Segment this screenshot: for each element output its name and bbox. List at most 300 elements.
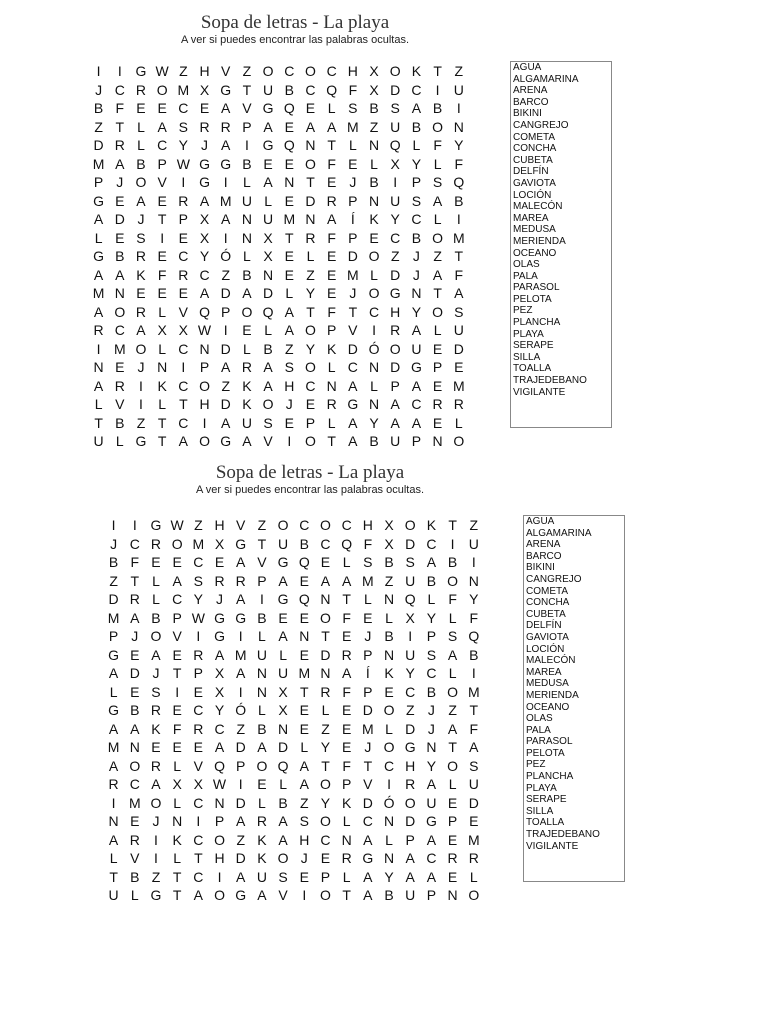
grid-letter: A [426, 868, 437, 885]
grid-letter: M [467, 831, 480, 848]
grid-letter: I [456, 100, 461, 116]
grid-letter: A [130, 720, 140, 737]
grid-letter: Y [178, 137, 189, 153]
grid-letter: S [284, 359, 294, 375]
word-list-item: CUBETA [513, 154, 553, 166]
grid-letter: N [432, 433, 443, 449]
word-list-item: PARASOL [513, 282, 560, 294]
grid-letter: I [471, 665, 476, 681]
grid-letter: U [263, 211, 274, 227]
grid-letter: N [256, 683, 267, 700]
grid-letter: L [243, 340, 251, 357]
grid-letter: Í [365, 665, 370, 681]
grid-letter: P [341, 776, 352, 792]
puzzle-title: Sopa de letras - La playa [215, 462, 405, 483]
grid-letter: B [257, 609, 267, 626]
grid-letter: A [221, 100, 231, 116]
grid-letter: O [447, 757, 459, 774]
grid-letter: G [362, 850, 374, 866]
puzzle-title: Sopa de letras - La playa [200, 12, 390, 33]
grid-letter: L [109, 850, 118, 866]
grid-letter: R [341, 850, 352, 866]
grid-letter: E [326, 248, 337, 264]
grid-letter: O [305, 359, 316, 375]
grid-letter: Q [283, 100, 295, 116]
grid-letter: U [405, 572, 416, 589]
grid-letter: E [178, 285, 189, 301]
grid-letter: N [157, 359, 168, 375]
grid-letter: A [263, 118, 273, 135]
word-list-item: MEDUSA [526, 678, 569, 690]
grid-letter: Z [390, 248, 400, 264]
grid-letter: A [172, 572, 182, 589]
grid-letter: L [152, 591, 160, 607]
grid-letter: R [199, 118, 210, 135]
grid-letter: E [299, 572, 309, 589]
grid-letter: R [305, 229, 316, 246]
grid-letter: X [278, 683, 288, 700]
grid-letter: L [370, 155, 378, 172]
grid-letter: O [432, 229, 444, 246]
grid-letter: E [384, 683, 394, 700]
grid-letter: C [426, 535, 437, 552]
grid-letter: O [447, 572, 459, 589]
grid-letter: F [469, 720, 479, 737]
grid-letter: E [284, 248, 294, 264]
grid-letter: N [468, 572, 479, 589]
grid-letter: O [135, 340, 147, 357]
grid-letter: K [136, 266, 146, 283]
grid-letter: L [321, 702, 330, 718]
grid-letter: E [263, 155, 273, 172]
grid-letter: A [326, 118, 337, 135]
grid-letter: P [348, 192, 358, 209]
grid-letter: O [305, 63, 316, 79]
grid-letter: T [327, 433, 336, 449]
grid-letter: O [150, 628, 162, 644]
puzzle-subtitle: A ver si puedes encontrar las palabras ocultas. [195, 484, 425, 496]
grid-letter: V [157, 174, 167, 190]
grid-letter: R [150, 757, 162, 774]
grid-letter: Z [151, 868, 161, 885]
grid-letter: V [263, 433, 273, 449]
grid-letter: J [201, 137, 209, 153]
grid-letter: X [193, 776, 204, 792]
word-list-item: VIGILANTE [526, 840, 579, 852]
grid-letter: O [320, 609, 331, 626]
grid-letter: O [214, 887, 225, 903]
grid-letter: A [221, 211, 231, 227]
grid-row [103, 572, 484, 591]
grid-letter: P [305, 414, 316, 431]
grid-letter: T [342, 591, 351, 607]
grid-letter: D [235, 794, 246, 811]
grid-letter: E [341, 702, 352, 718]
word-list-item: PELOTA [513, 293, 552, 305]
grid-letter: M [283, 211, 296, 227]
grid-letter: I [117, 63, 122, 79]
grid-letter: D [362, 794, 373, 811]
grid-letter: J [364, 628, 372, 644]
grid-letter: K [326, 340, 337, 357]
grid-letter: C [347, 359, 358, 375]
grid-letter: P [426, 628, 437, 644]
grid-letter: E [157, 248, 167, 264]
grid-letter: L [433, 155, 442, 172]
grid-letter: N [453, 118, 464, 135]
grid-letter: F [327, 229, 336, 246]
grid-letter: E [278, 609, 288, 626]
grid-letter: J [364, 739, 372, 755]
grid-letter: N [368, 359, 380, 375]
grid-letter: T [433, 285, 442, 301]
grid-letter: U [468, 535, 479, 552]
grid-letter: T [157, 433, 167, 449]
grid-letter: C [320, 831, 331, 848]
grid-letter: A [236, 813, 246, 829]
grid-letter: L [243, 174, 251, 190]
grid-letter: E [299, 609, 309, 626]
grid-letter: D [347, 340, 358, 357]
grid-letter: O [199, 377, 210, 394]
grid-letter: O [447, 683, 459, 700]
grid-letter: Z [236, 720, 245, 737]
grid-letter: A [447, 720, 458, 737]
word-list-item: PELOTA [526, 747, 565, 759]
grid-letter: O [150, 794, 162, 811]
grid-letter: E [341, 628, 352, 644]
grid-letter: S [405, 554, 415, 570]
letter-grid [103, 516, 484, 905]
grid-letter: Ó [235, 702, 247, 718]
grid-letter: T [157, 211, 167, 227]
grid-letter: A [199, 192, 210, 209]
word-list-item: PLAYA [526, 782, 557, 794]
grid-letter: F [327, 303, 336, 320]
grid-letter: F [363, 535, 373, 552]
grid-letter: Z [321, 720, 330, 737]
grid-letter: O [432, 118, 444, 135]
grid-letter: E [299, 646, 309, 663]
grid-letter: N [411, 285, 422, 301]
grid-row [88, 414, 469, 433]
word-list-item: TOALLA [513, 363, 552, 375]
grid-letter: Z [194, 517, 203, 533]
grid-letter: G [220, 155, 232, 172]
grid-letter: X [178, 322, 189, 338]
grid-letter: D [114, 211, 125, 227]
grid-row [88, 266, 469, 285]
grid-letter: C [411, 211, 422, 227]
grid-letter: C [157, 137, 168, 153]
grid-row [103, 590, 484, 609]
grid-letter: R [193, 720, 204, 737]
grid-letter: O [404, 517, 416, 533]
grid-letter: Z [221, 266, 230, 283]
grid-letter: I [181, 174, 186, 190]
grid-letter: E [115, 192, 125, 209]
grid-letter: O [320, 517, 331, 533]
word-list-item: OLAS [526, 713, 553, 725]
grid-letter: L [152, 572, 160, 589]
grid-letter: E [326, 266, 337, 283]
grid-letter: L [348, 137, 357, 153]
grid-letter: T [348, 303, 358, 320]
grid-letter: F [327, 155, 336, 172]
grid-letter: P [193, 665, 204, 681]
grid-letter: O [320, 813, 331, 829]
grid-letter: G [235, 609, 247, 626]
grid-letter: O [389, 63, 401, 79]
grid-letter: Z [285, 340, 294, 357]
grid-letter: L [300, 739, 309, 755]
grid-row [88, 118, 469, 137]
word-list-item: OCEANO [513, 247, 557, 259]
grid-letter: V [130, 850, 140, 866]
grid-letter: Q [453, 174, 465, 190]
grid-letter: G [235, 887, 247, 903]
grid-letter: S [447, 628, 458, 644]
grid-letter: J [152, 813, 160, 829]
grid-letter: I [302, 887, 307, 903]
grid-letter: M [128, 794, 141, 811]
grid-letter: I [132, 517, 137, 533]
grid-letter: K [172, 831, 182, 848]
grid-letter: A [299, 776, 309, 792]
grid-letter: B [369, 174, 379, 190]
grid-letter: M [192, 535, 205, 552]
grid-letter: O [156, 81, 168, 98]
grid-letter: A [108, 757, 119, 774]
grid-letter: E [320, 850, 331, 866]
grid-letter: O [383, 739, 395, 755]
grid-letter: C [178, 100, 189, 116]
grid-letter: S [278, 868, 288, 885]
grid-letter: C [193, 868, 204, 885]
grid-letter: Í [350, 211, 355, 227]
word-list-item: VIGILANTE [513, 386, 566, 398]
grid-letter: E [151, 739, 161, 755]
grid-letter: C [284, 63, 295, 79]
grid-letter: L [158, 396, 167, 412]
grid-letter: B [108, 554, 119, 570]
grid-letter: E [157, 285, 167, 301]
word-list-item: TRAJEDEBANO [526, 829, 600, 841]
grid-letter: I [456, 211, 461, 227]
grid-letter: N [326, 377, 337, 394]
grid-letter: P [236, 757, 246, 774]
grid-letter: L [173, 794, 182, 811]
grid-letter: S [348, 100, 358, 116]
grid-letter: J [349, 174, 357, 190]
grid-letter: G [150, 887, 162, 903]
grid-letter: E [305, 396, 316, 412]
grid-letter: Q [298, 554, 310, 570]
grid-letter: I [196, 813, 201, 829]
grid-letter: E [432, 377, 443, 394]
grid-letter: A [199, 285, 210, 301]
grid-letter: E [326, 174, 337, 190]
grid-letter: U [405, 646, 416, 663]
grid-letter: N [368, 137, 380, 153]
grid-letter: X [369, 81, 379, 98]
grid-letter: Z [136, 414, 146, 431]
grid-letter: V [221, 63, 231, 79]
grid-letter: H [214, 517, 225, 533]
grid-letter: U [241, 192, 252, 209]
grid-row [88, 62, 469, 81]
grid-letter: P [178, 211, 189, 227]
grid-letter: W [176, 155, 190, 172]
word-list-item: BIKINI [526, 562, 555, 574]
grid-letter: L [137, 137, 145, 153]
grid-letter: E [320, 554, 331, 570]
grid-letter: G [135, 63, 147, 79]
grid-letter: R [405, 776, 416, 792]
grid-letter: X [384, 535, 394, 552]
grid-letter: G [277, 554, 289, 570]
grid-letter: Z [448, 702, 457, 718]
grid-letter: A [278, 628, 288, 644]
grid-letter: T [448, 517, 457, 533]
grid-row [103, 609, 484, 628]
grid-letter: O [404, 794, 416, 811]
grid-letter: A [405, 868, 415, 885]
grid-letter: Y [214, 702, 225, 718]
grid-row [103, 757, 484, 776]
grid-letter: E [151, 554, 161, 570]
grid-letter: L [327, 414, 336, 431]
grid-letter: N [129, 739, 140, 755]
grid-letter: Y [454, 137, 464, 153]
word-list-item: CONCHA [513, 143, 557, 155]
grid-letter: X [384, 517, 394, 533]
grid-letter: N [199, 340, 210, 357]
grid-row [103, 627, 484, 646]
grid-letter: U [390, 192, 401, 209]
grid-letter: C [172, 591, 183, 607]
grid-letter: D [390, 359, 401, 375]
grid-letter: D [468, 794, 479, 811]
grid-letter: O [453, 433, 465, 449]
grid-letter: V [257, 554, 267, 570]
grid-letter: E [214, 554, 225, 570]
grid-letter: G [93, 248, 105, 264]
grid-letter: F [454, 155, 464, 172]
word-list-item: COMETA [526, 585, 569, 597]
grid-row [88, 358, 469, 377]
grid-letter: I [139, 377, 143, 394]
grid-letter: K [257, 850, 267, 866]
grid-letter: A [108, 665, 119, 681]
grid-letter: B [242, 155, 252, 172]
grid-letter: U [426, 794, 437, 811]
grid-letter: R [220, 118, 231, 135]
grid-letter: A [263, 174, 273, 190]
grid-letter: R [135, 303, 147, 320]
word-list-item: LOCIÓN [526, 643, 565, 655]
grid-letter: A [93, 266, 104, 283]
grid-letter: L [342, 554, 351, 570]
grid-letter: D [108, 591, 119, 607]
grid-letter: E [432, 340, 443, 357]
grid-letter: Z [257, 517, 267, 533]
grid-letter: W [155, 63, 169, 79]
grid-letter: S [411, 192, 422, 209]
grid-letter: O [262, 396, 274, 412]
grid-letter: P [411, 174, 422, 190]
grid-letter: A [236, 868, 246, 885]
grid-letter: C [193, 831, 204, 848]
grid-letter: A [447, 646, 458, 663]
grid-letter: S [178, 118, 189, 135]
grid-letter: O [368, 248, 380, 264]
grid-letter: L [264, 192, 272, 209]
grid-letter: R [447, 850, 458, 866]
word-list-item: AGUA [526, 516, 555, 527]
grid-letter: G [199, 155, 210, 172]
grid-letter: F [172, 720, 182, 737]
grid-letter: G [135, 433, 147, 449]
grid-letter: I [238, 628, 243, 644]
grid-letter: B [469, 646, 479, 663]
grid-letter: N [114, 285, 125, 301]
grid-letter: D [129, 665, 140, 681]
grid-letter: E [172, 554, 182, 570]
grid-letter: E [115, 229, 125, 246]
grid-letter: P [426, 887, 437, 903]
grid-letter: E [136, 100, 146, 116]
grid-letter: D [220, 285, 231, 301]
grid-letter: E [432, 414, 443, 431]
grid-letter: D [405, 813, 416, 829]
grid-letter: S [469, 757, 479, 774]
grid-letter: B [384, 554, 394, 570]
word-list-item: ALGAMARINA [526, 527, 592, 539]
grid-letter: U [263, 81, 274, 98]
grid-letter: H [405, 757, 416, 774]
grid-letter: O [320, 887, 331, 903]
grid-letter: D [220, 340, 231, 357]
grid-letter: R [320, 683, 331, 700]
grid-letter: P [221, 303, 231, 320]
grid-letter: T [363, 757, 373, 774]
grid-letter: Y [426, 757, 437, 774]
grid-letter: H [199, 63, 210, 79]
grid-letter: Z [306, 266, 315, 283]
grid-letter: O [129, 757, 141, 774]
grid-letter: I [287, 433, 292, 449]
grid-letter: C [178, 340, 189, 357]
grid-letter: A [93, 377, 104, 394]
grid-row [103, 738, 484, 757]
grid-letter: X [263, 229, 273, 246]
grid-letter: T [115, 118, 125, 135]
grid-letter: F [342, 609, 351, 626]
grid-letter: L [258, 628, 266, 644]
grid-row [103, 812, 484, 831]
grid-letter: E [178, 229, 189, 246]
grid-letter: B [384, 628, 394, 644]
grid-letter: R [326, 192, 337, 209]
grid-letter: G [220, 433, 232, 449]
grid-row [103, 553, 484, 572]
grid-letter: A [341, 665, 352, 681]
grid-letter: Ó [220, 248, 232, 264]
grid-letter: O [277, 850, 289, 866]
word-list-item: PALA [526, 724, 551, 736]
grid-letter: A [136, 322, 146, 338]
